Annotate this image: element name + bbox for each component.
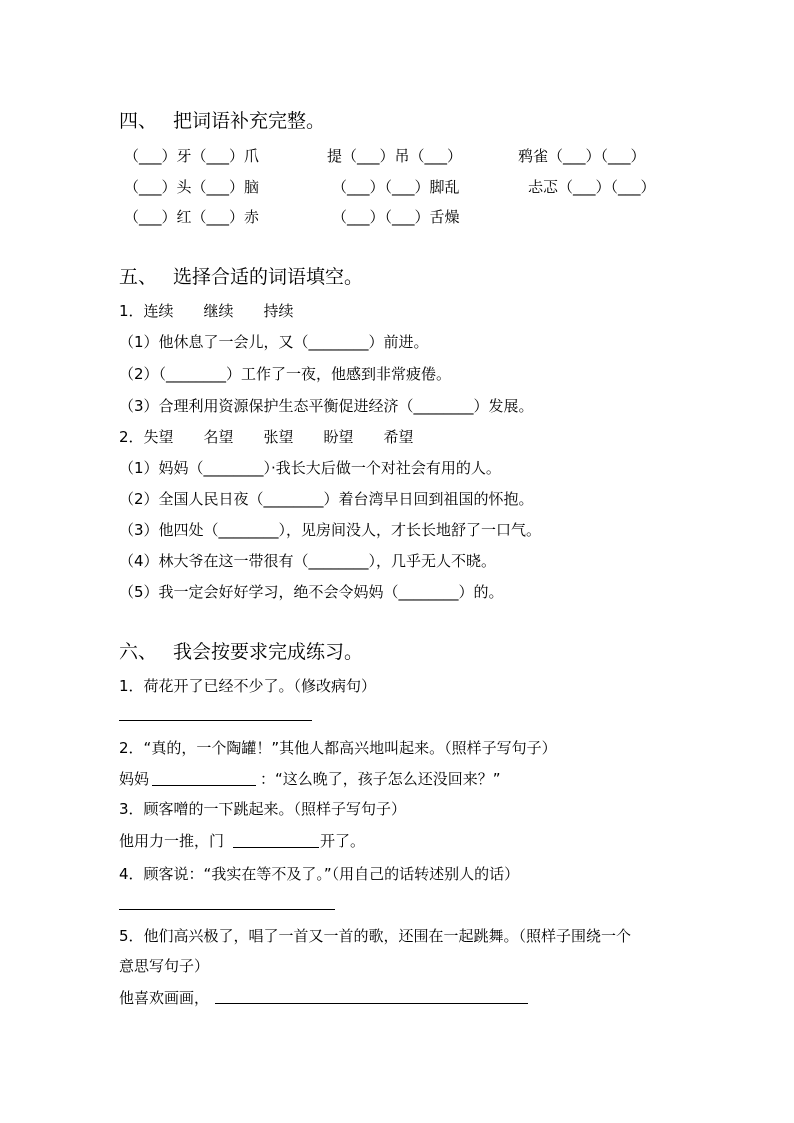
fill-in-item: （___）（___）脚乱 [332,178,460,196]
word-choices-1: 1．连续 继续 持续 [119,302,294,320]
answer-line-1[interactable] [119,720,312,721]
answer-5-prefix: 他喜欢画画， [119,989,210,1007]
section-4-heading [119,106,325,133]
fill-in-item: （___）红（___）赤 [124,208,260,226]
answer-line-3[interactable] [233,847,319,848]
fill-in-item: （___）头（___）脑 [124,178,260,196]
answer-line-5[interactable] [215,1003,528,1004]
fill-in-item: （___）牙（___）爪 [124,147,260,165]
fill-in-item: （___）（___）舌燥 [332,208,460,226]
question-3: 3．顾客噌的一下跳起来。（照样子写句子） [119,800,407,818]
question-2: 2．“真的，一个陶罐！”其他人都高兴地叫起来。（照样子写句子） [119,739,557,757]
answer-line-2[interactable] [152,785,256,786]
question-item: （4）林大爷在这一带很有（________），几乎无人不晓。 [119,552,497,570]
fill-in-item: 忐忑（___）（___） [528,178,656,196]
question-5-continued: 意思写句子） [119,957,210,975]
section-6-title: 我会按要求完成练习。 [173,641,364,663]
answer-line-4[interactable] [119,909,335,910]
section-6-number: 六、 [119,641,158,663]
question-item: （1）他休息了一会儿，又（________）前进。 [119,333,429,351]
question-item: （5）我一定会好好学习，绝不会令妈妈（________）的。 [119,583,504,601]
answer-3-suffix: 开了。 [320,832,366,850]
section-5-title: 选择合适的词语填空。 [173,266,364,288]
question-5: 5．他们高兴极了，唱了一首又一首的歌，还围在一起跳舞。（照样子围绕一个 [119,927,632,945]
question-item: （2）全国人民日夜（________）着台湾早日回到祖国的怀抱。 [119,490,534,508]
section-5-number: 五、 [119,266,158,288]
question-item: （3）合理利用资源保护生态平衡促进经济（________）发展。 [119,397,534,415]
answer-3-prefix: 他用力一推，门 [119,832,225,850]
question-item: （2）（________）工作了一夜，他感到非常疲倦。 [119,365,452,383]
question-item: （1）妈妈（________）·我长大后做一个对社会有用的人。 [119,459,501,477]
section-4-number: 四、 [119,110,158,132]
fill-in-item: 鸦雀（___）（___） [518,147,646,165]
section-5-heading [119,262,363,289]
section-4-title: 把词语补充完整。 [173,110,326,132]
question-item: （3）他四处（________），见房间没人，才长长地舒了一口气。 [119,521,542,539]
answer-2-suffix: ：“这么晚了，孩子怎么还没回来？” [260,770,501,788]
fill-in-item: 提（___）吊（___） [327,147,463,165]
answer-2-prefix: 妈妈 [119,770,150,788]
question-1: 1．荷花开了已经不少了。（修改病句） [119,677,377,695]
question-4: 4．顾客说：“我实在等不及了。”（用自己的话转述别人的话） [119,865,520,883]
word-choices-2: 2．失望 名望 张望 盼望 希望 [119,428,414,446]
section-6-heading [119,637,363,664]
